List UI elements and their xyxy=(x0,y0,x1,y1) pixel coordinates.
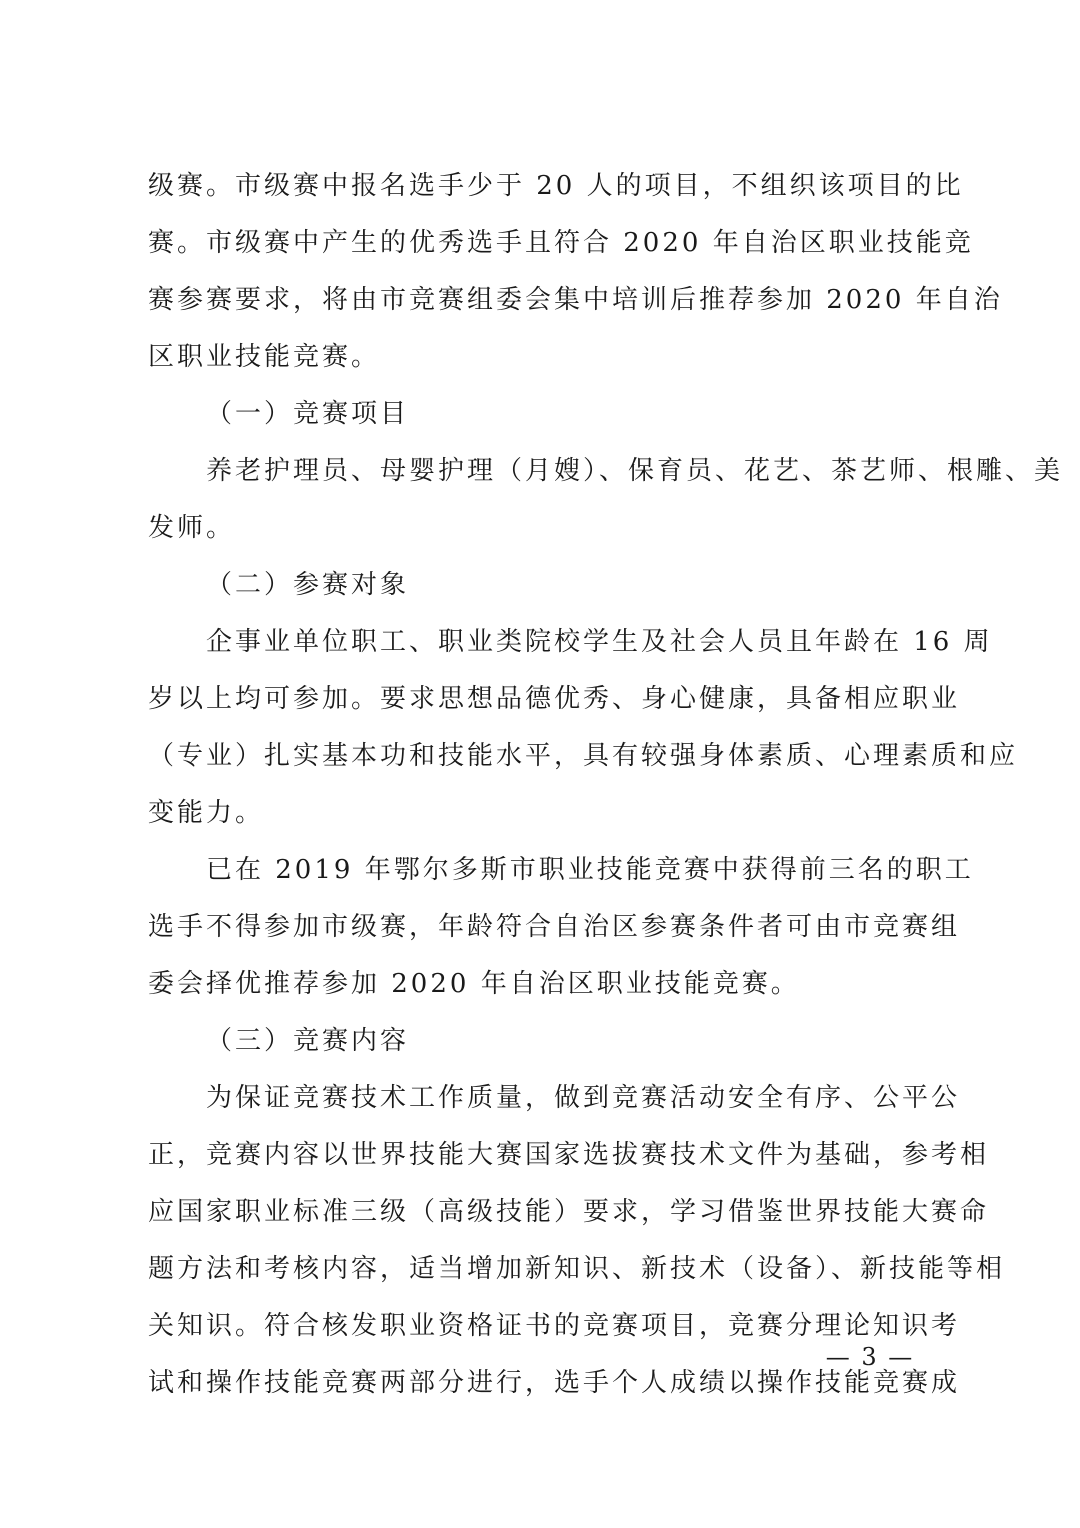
paragraph-line: （专业）扎实基本功和技能水平，具有较强身体素质、心理素质和应 xyxy=(148,741,1019,771)
paragraph-line: 选手不得参加市级赛，年龄符合自治区参赛条件者可由市竞赛组 xyxy=(148,912,961,942)
paragraph-line: 委会择优推荐参加 2020 年自治区职业技能竞赛。 xyxy=(148,969,800,999)
section-heading: （三）竞赛内容 xyxy=(206,1026,410,1056)
paragraph-line: 赛。市级赛中产生的优秀选手且符合 2020 年自治区职业技能竞 xyxy=(148,228,974,258)
section-heading: （二）参赛对象 xyxy=(206,570,410,600)
paragraph-line: 应国家职业标准三级（高级技能）要求，学习借鉴世界技能大赛命 xyxy=(148,1197,990,1227)
paragraph-line: 为保证竞赛技术工作质量，做到竞赛活动安全有序、公平公 xyxy=(206,1083,961,1113)
paragraph-line: 区职业技能竞赛。 xyxy=(148,342,381,372)
paragraph-line: 正，竞赛内容以世界技能大赛国家选拔赛技术文件为基础，参考相 xyxy=(148,1140,990,1170)
paragraph-line: 已在 2019 年鄂尔多斯市职业技能竞赛中获得前三名的职工 xyxy=(206,855,974,885)
paragraph-line: 题方法和考核内容，适当增加新知识、新技术（设备）、新技能等相 xyxy=(148,1254,1006,1284)
paragraph-line: 企事业单位职工、职业类院校学生及社会人员且年龄在 16 周 xyxy=(206,627,993,657)
paragraph-line: 岁以上均可参加。要求思想品德优秀、身心健康，具备相应职业 xyxy=(148,684,961,714)
paragraph-line: 养老护理员、母婴护理（月嫂）、保育员、花艺、茶艺师、根雕、美 xyxy=(206,456,1064,486)
page-number: — 3 — xyxy=(825,1343,915,1371)
paragraph-line: 级赛。市级赛中报名选手少于 20 人的项目，不组织该项目的比 xyxy=(148,171,964,201)
section-heading: （一）竞赛项目 xyxy=(206,399,410,429)
paragraph-line: 赛参赛要求，将由市竞赛组委会集中培训后推荐参加 2020 年自治 xyxy=(148,285,1003,315)
body-text xyxy=(148,158,1064,1412)
paragraph-line: 试和操作技能竞赛两部分进行，选手个人成绩以操作技能竞赛成 xyxy=(148,1368,961,1398)
paragraph-line: 关知识。符合核发职业资格证书的竞赛项目，竞赛分理论知识考 xyxy=(148,1311,961,1341)
paragraph-line: 发师。 xyxy=(148,513,236,543)
paragraph-line: 变能力。 xyxy=(148,798,265,828)
